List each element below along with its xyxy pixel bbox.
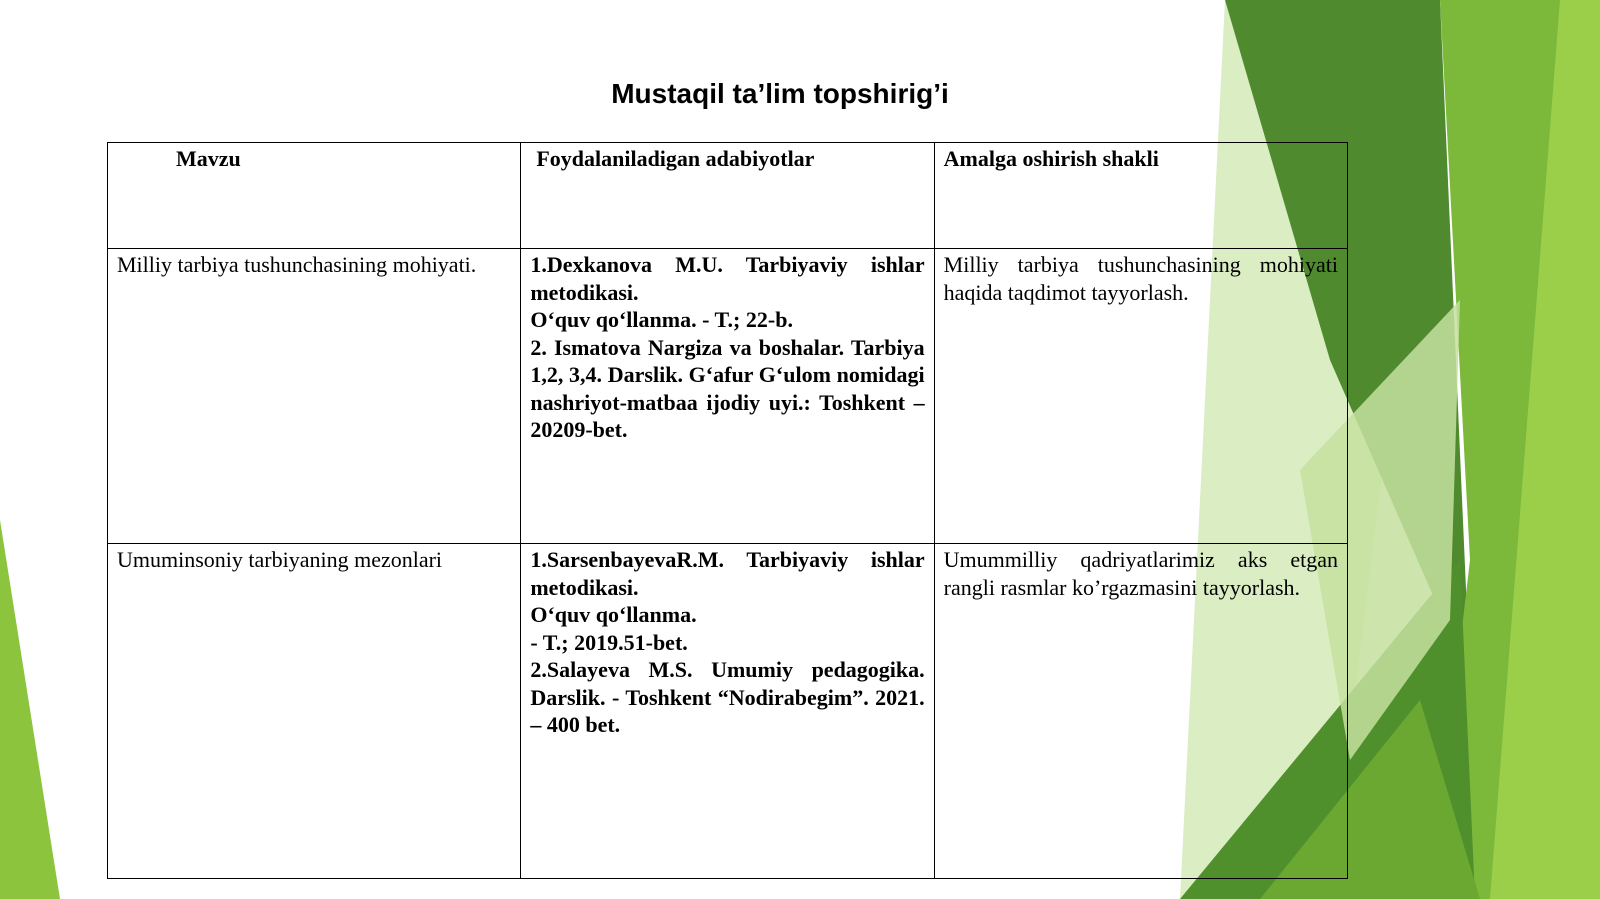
topic-cell: Umuminsoniy tarbiyaning mezonlari	[108, 544, 521, 879]
literature-line: 1.SarsenbayevaR.M. Tarbiyaviy ishlar metodikasi.	[530, 547, 925, 600]
header-literature: Foydalaniladigan adabiyotlar	[521, 143, 934, 249]
literature-line: O‘quv qo‘llanma. - T.; 22-b.	[530, 307, 793, 332]
literature-line: 2.Salayeva M.S. Umumiy pedagogika. Darslik. - Toshkent “Nodirabegim”. 2021. – 400 bet.	[530, 657, 925, 737]
table-row	[108, 544, 1348, 879]
form-cell: Milliy tarbiya tushunchasining mohiyati haqida taqdimot tayyorlash.	[934, 249, 1347, 544]
form-cell: Umummilliy qadriyatlarimiz aks etgan rangli rasmlar ko’rgazmasini tayyorlash.	[934, 544, 1347, 879]
literature-line: 1.Dexkanova M.U. Tarbiyaviy ishlar metodikasi.	[530, 252, 925, 305]
literature-cell	[521, 249, 934, 544]
table-header-row	[108, 143, 1348, 249]
literature-line: - T.; 2019.51-bet.	[530, 629, 688, 655]
literature-line: O‘quv qo‘llanma.	[530, 602, 697, 627]
assignment-table	[107, 142, 1348, 879]
header-topic: Mavzu	[108, 143, 521, 249]
facet-left	[0, 520, 60, 899]
literature-cell	[521, 544, 934, 879]
header-form: Amalga oshirish shakli	[934, 143, 1347, 249]
table-row	[108, 249, 1348, 544]
literature-line: 2. Ismatova Nargiza va boshalar. Tarbiya 1,2, 3,4. Darslik. G‘afur G‘ulom nomidagi nashriyot-matbaa ijodiy uyi.: Toshkent – 20209-bet.	[530, 334, 925, 442]
slide-title: Mustaqil ta’lim topshirig’i	[611, 78, 949, 109]
topic-cell: Milliy tarbiya tushunchasining mohiyati.	[108, 249, 521, 544]
